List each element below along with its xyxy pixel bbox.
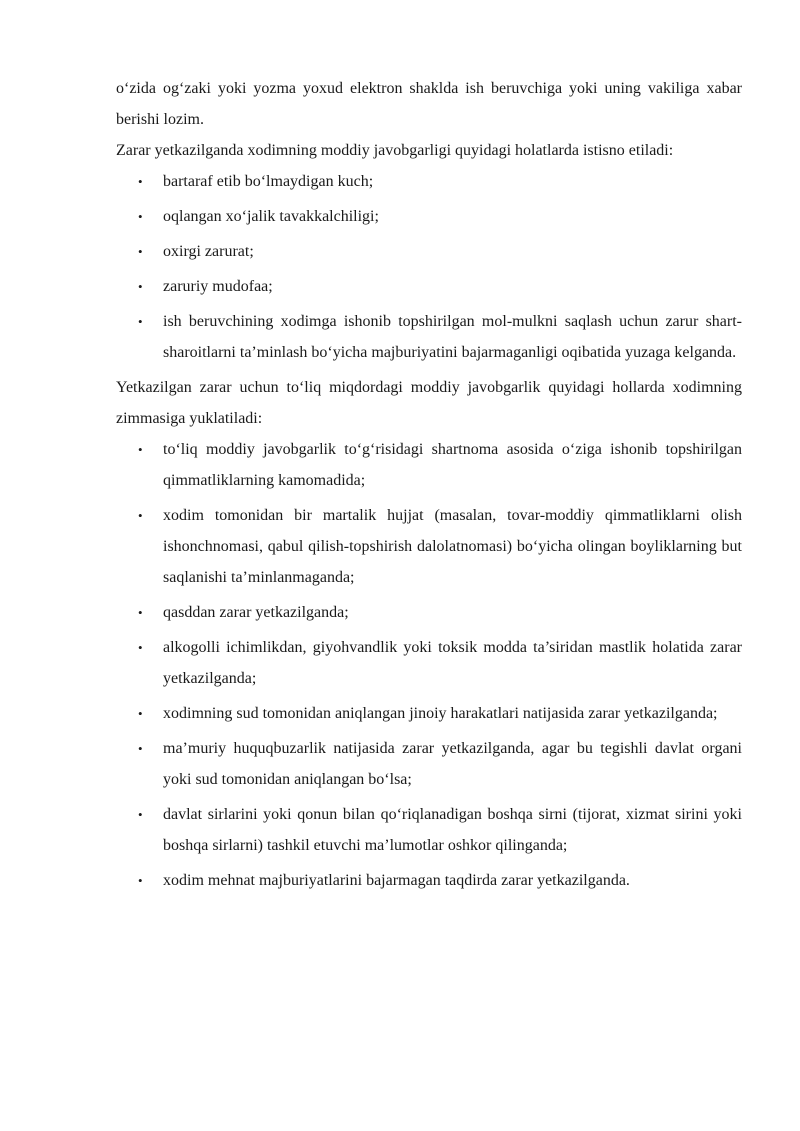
bullet-icon: •	[138, 873, 143, 888]
paragraph-full-liability-intro: Yetkazilgan zarar uchun to‘liq miqdordagi moddiy javobgarlik quyidagi hollarda xodimning zimmasiga yuklatiladi:	[116, 379, 742, 427]
paragraph-continuation: o‘zida og‘zaki yoki yozma yoxud elektron shaklda ish beruvchiga yoki uning vakiliga xabar berishi lozim.	[116, 80, 742, 128]
list-item: • qasddan zarar yetkazilganda;	[116, 597, 742, 628]
bullet-icon: •	[138, 508, 143, 523]
list-item: • ish beruvchining xodimga ishonib topshirilgan mol-mulkni saqlash uchun zarur shart-sharoitlarni ta’minlash bo‘yicha majburiyatini bajarmaganligi oqibatida yuzaga kelganda.	[116, 306, 742, 368]
list-item: • to‘liq moddiy javobgarlik to‘g‘risidagi shartnoma asosida o‘ziga ishonib topshirilgan qimmatliklarning kamomadida;	[116, 434, 742, 496]
bullet-icon: •	[138, 807, 143, 822]
bullet-icon: •	[138, 244, 143, 259]
list-item: • bartaraf etib bo‘lmaydigan kuch;	[116, 166, 742, 197]
bullet-icon: •	[138, 209, 143, 224]
bullet-icon: •	[138, 640, 143, 655]
list-item: • alkogolli ichimlikdan, giyohvandlik yoki toksik modda ta’siridan mastlik holatida zarar yetkazilganda;	[116, 632, 742, 694]
exemption-list	[116, 166, 742, 368]
list-item: • davlat sirlarini yoki qonun bilan qo‘riqlanadigan boshqa sirni (tijorat, xizmat sirini yoki boshqa sirlarni) tashkil etuvchi ma’lumotlar oshkor qilinganda;	[116, 799, 742, 861]
list-item: • xodimning sud tomonidan aniqlangan jinoiy harakatlari natijasida zarar yetkazilganda;	[116, 698, 742, 729]
paragraph-exemption-intro: Zarar yetkazilganda xodimning moddiy javobgarligi quyidagi holatlarda istisno etiladi:	[116, 142, 674, 159]
list-item: • zaruriy mudofaa;	[116, 271, 742, 302]
list-item: • ma’muriy huquqbuzarlik natijasida zarar yetkazilganda, agar bu tegishli davlat organi yoki sud tomonidan aniqlangan bo‘lsa;	[116, 733, 742, 795]
bullet-icon: •	[138, 605, 143, 620]
bullet-icon: •	[138, 314, 143, 329]
bullet-icon: •	[138, 706, 143, 721]
bullet-icon: •	[138, 174, 143, 189]
document-page	[116, 73, 742, 900]
list-item: • oqlangan xo‘jalik tavakkalchiligi;	[116, 201, 742, 232]
bullet-icon: •	[138, 442, 143, 457]
full-liability-list	[116, 434, 742, 896]
list-item: • xodim mehnat majburiyatlarini bajarmagan taqdirda zarar yetkazilganda.	[116, 865, 742, 896]
list-item: • oxirgi zarurat;	[116, 236, 742, 267]
bullet-icon: •	[138, 741, 143, 756]
bullet-icon: •	[138, 279, 143, 294]
list-item: • xodim tomonidan bir martalik hujjat (masalan, tovar-moddiy qimmatliklarni olish ishonchnomasi, qabul qilish-topshirish dalolatnomasi) bo‘yicha olingan boyliklarning but saqlanishi ta’minlanmaganda;	[116, 500, 742, 593]
